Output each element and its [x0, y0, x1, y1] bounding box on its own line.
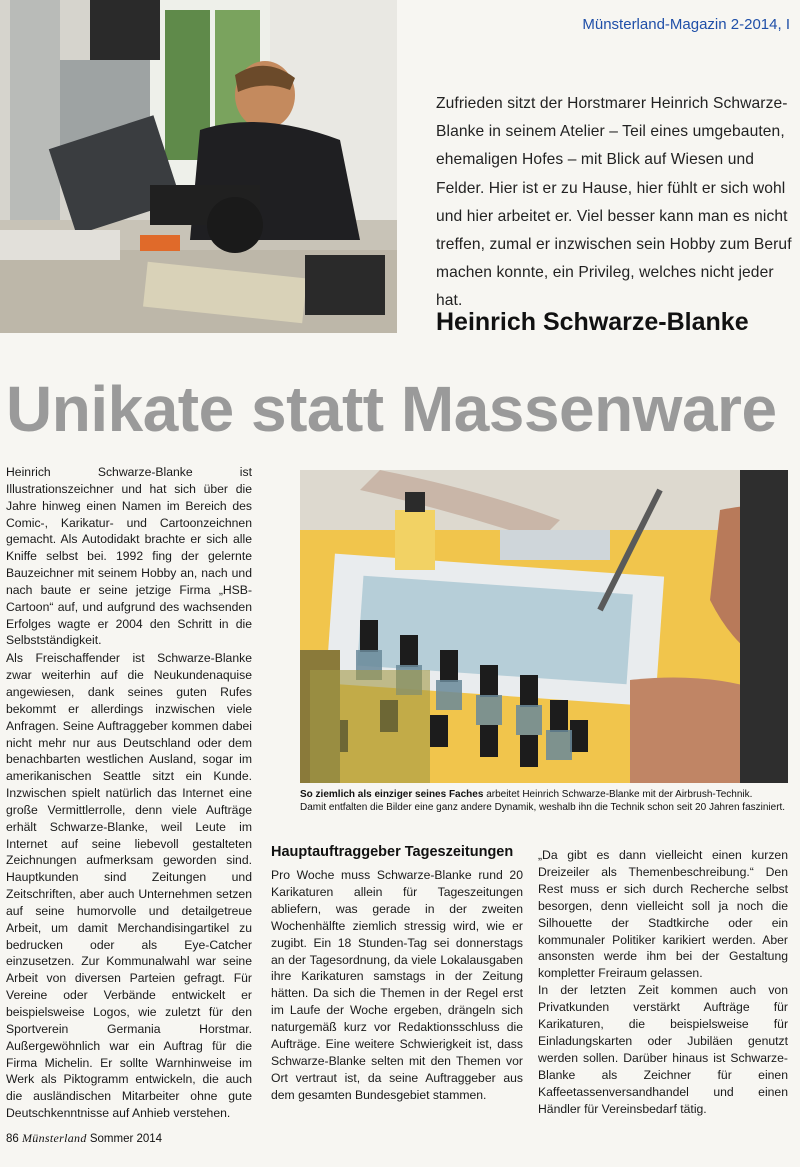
column-1-paragraph-2: Als Freischaffender ist Schwarze-Blanke zwar weiterhin auf die Neukundenaquise angewiesen, dank seines guten Rufes bekommt er allerdings inzwischen viele Anfragen. Seine Auftraggeber kommen dabei nicht mehr nur aus Deutschland oder dem benachbarten westlichen Ausland, sogar im amerikanischen Seattle sitzt ein Kunde. Inzwischen spielt natürlich das Internet eine große Vermittlerrolle, denn viele Aufträge erhält Schwarze-Blanke, weil Leute im Internet auf seine liebevoll gestalteten Zeichnungen aufmerksam geworden sind. Hauptkunden sind Zeitungen und Zeitschriften, aber auch Unternehmen setzen auf seine humorvolle und detailgetreue Arbeit, um damit Merchandisingartikel zu bedrucken oder als Eye-Catcher einzusetzen. Zur Kommunalwahl war seine Arbeit von diversen Parteien gefragt. Für Vereine oder Verbände entwickelt er beispielsweise Logos, wie zuletzt für den Sportverein Germania Horstmar. Außergewöhnlich war ein Auftrag für die Firma Michelin. Er sollte Warnhinweise im Werk als Piktogramm entwickeln, die auch die ausländischen Mitarbeiter ohne gute Deutschkenntnisse auf Anhieb verstehen. — [6, 651, 252, 1121]
intro-paragraph: Zufrieden sitzt der Horstmarer Heinrich Schwarze-Blanke in seinem Atelier – Teil eines umgebauten, ehemaligen Hofes – mit Blick auf Wiesen und Felder. Hier ist er zu Hause, hier fühlt er sich wohl und hier arbeitet er. Viel besser kann man es nicht treffen, zumal er inzwischen sein Hobby zum Beruf machen konnte, ein Privileg, welches nicht jeder hat. — [436, 95, 792, 310]
page-footer — [6, 1131, 162, 1146]
caption-line-2: Damit entfalten die Bilder eine ganz andere Dynamik, weshalb ihn die Technik schon seit 20 Jahren fasziniert. — [300, 802, 786, 813]
atelier-photo — [0, 0, 397, 333]
column-3 — [538, 847, 788, 1118]
column-2-paragraph-1: Pro Woche muss Schwarze-Blanke rund 20 Karikaturen allein für Tageszeitungen abliefern, was gerade in der zweiten Wochenhälfte ziemlich stressig wird, wie er zugibt. Ein 18 Stunden-Tag sei donnerstags an der Tagesordnung, da viele Lokalausgaben ihre Karikaturen samstags in der Zeitung hätten. Da sich die Themen in der Regel erst im Laufe der Woche ergeben, drängeln sich naturgemäß kurz vor Redaktionsschluss die Aufträge. Eine weitere Schwierigkeit ist, dass Schwarze-Blanke selten mit den Themen vor Ort vertraut ist, da seine Auftraggeber aus dem gesamten Bundesgebiet stammen. — [271, 868, 523, 1102]
airbrush-photo — [300, 470, 788, 783]
footer-issue: Sommer 2014 — [89, 1133, 163, 1145]
column-1-paragraph-1: Heinrich Schwarze-Blanke ist Illustrationszeichner und hat sich über die Jahre hinweg einen Namen im Bereich des Comic-, Karikatur- und Cartoonzeichnen gemacht. Als Autodidakt brachte er sich alle Kniffe selbst bei. 1992 fing der gelernte Bauzeichner mit seinem Hobby an, nach und nach baute er seine jetzige Firma „HSB-Cartoon“ auf, und aufgrund des wachsenden Erfolges wagte er 2004 den Schritt in die Selbstständigkeit. — [6, 465, 252, 648]
footer-brand: Münsterland — [22, 1131, 87, 1145]
photo-caption — [300, 788, 790, 814]
column-3-paragraph-2: In der letzten Zeit kommen auch von Privatkunden verstärkt Aufträge für Karikaturen, die beispielsweise für Einladungskarten oder Jubiläen genutzt werden sollen. Darüber hinaus ist Schwarze-Blanke als Zeichner für einen Kaffeetassenversandhandel und einen Händler für Vereinsbedarf tätig. — [538, 983, 788, 1116]
author-name: Heinrich Schwarze-Blanke — [436, 308, 749, 336]
article-title: Unikate statt Massenware — [6, 373, 777, 445]
column-2 — [271, 867, 523, 1104]
caption-bold: So ziemlich als einziger seines Faches — [300, 789, 484, 800]
caption-rest: arbeitet Heinrich Schwarze-Blanke mit der Airbrush-Technik. — [483, 789, 753, 800]
caption-line-1 — [300, 788, 790, 801]
section-subheading: Hauptauftraggeber Tageszeitungen — [271, 844, 514, 860]
column-1 — [6, 464, 252, 1123]
page-number: 86 — [6, 1133, 19, 1145]
column-3-paragraph-1: „Da gibt es dann vielleicht einen kurzen Dreizeiler als Themenbeschreibung.“ Den Rest muss er sich durch Recherche selbst besorgen, denn vielleicht soll ja noch die Silhouette der Stadtkirche oder ein kommunaler Politiker karikiert werden. Aber ansonsten werde ihm bei der Gestaltung kompletter Freiraum gelassen. — [538, 848, 788, 981]
magazine-header: Münsterland-Magazin 2-2014, I — [582, 16, 790, 33]
